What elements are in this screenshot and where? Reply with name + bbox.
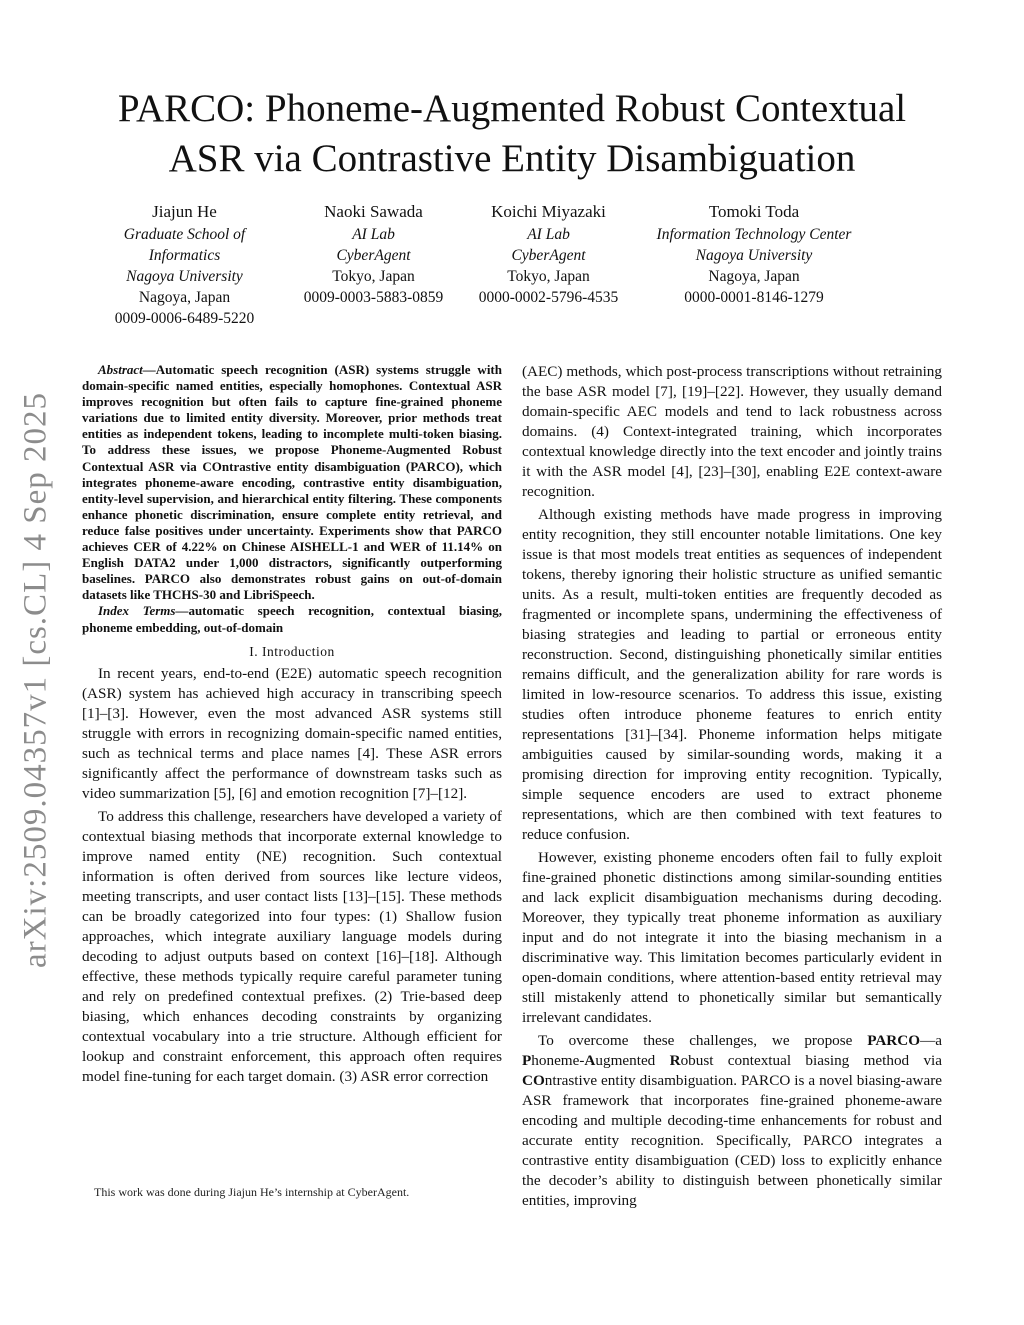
abstract-text: Automatic speech recognition (ASR) systems struggle with domain-specific named entities, especially homophones. Contextual ASR improves recognition but often fails to capture fine-grained phoneme variations due to limited entity diversity. Moreover, prior methods treat entities as independent tokens, leading to incomplete multi-token biasing. To address these issues, we propose Phoneme-Augmented Robust Contextual ASR via COntrastive entity disambiguation (PARCO), which integrates phoneme-aware encoding, contrastive entity disambiguation, entity-level supervision, and hierarchical entity filtering. These components enhance phonetic discrimination, ensure complete entity retrieval, and reduce false positives under uncertainty. Experiments show that PARCO achieves CER of 4.22% on Chinese AISHELL-1 and WER of 11.14% on English DATA2 under 1,000 distractors, significantly outperforming baselines. PARCO also demonstrates robust gains on out-of-domain datasets like THCHS-30 and LibriSpeech.	[82, 362, 502, 603]
index-terms-text: automatic speech recognition, contextual biasing, phoneme embedding, out-of-domain	[82, 603, 503, 635]
author-4	[639, 200, 869, 329]
author-org: CyberAgent	[511, 247, 586, 264]
right-paragraph-3: However, existing phoneme encoders often fail to fully exploit fine-grained phonetic distinctions among similar-sounding entities and lack explicit disambiguation mechanisms during decoding. Moreover, they typically treat phoneme information as auxiliary input and do not integrate it into the biasing mechanism in a discriminative way. This limitation becomes particularly evident in open-domain conditions, where attention-based entity retrieval may still mistakenly attend to phonetically similar but semantically irrelevant candidates.	[522, 849, 942, 1026]
author-orcid: 0009-0006-6489-5220	[114, 310, 255, 327]
section-heading-introduction: I. Introduction	[249, 643, 335, 659]
right-column	[522, 362, 942, 1211]
p4-text-c: —a	[920, 1032, 942, 1049]
acronym-a: A	[584, 1052, 596, 1069]
p4-text-d2: honeme-	[531, 1052, 585, 1069]
author-3	[466, 200, 631, 329]
author-dept: AI Lab	[352, 226, 395, 243]
p4-text-d6: obust contextual biasing method via	[680, 1052, 943, 1069]
parco-name: PARCO	[867, 1032, 921, 1049]
author-dept: Information Technology Center	[656, 226, 852, 243]
author-name: Tomoki Toda	[708, 202, 800, 221]
author-dept: Graduate School of Informatics	[123, 226, 246, 264]
title-line-1: PARCO: Phoneme-Augmented Robust Contextual	[117, 87, 907, 130]
author-dept: AI Lab	[527, 226, 570, 243]
footnote: This work was done during Jiajun He’s internship at CyberAgent.	[94, 1185, 410, 1199]
p4-text-d8: ntrastive entity disambiguation. PARCO is a novel biasing-aware ASR framework that incorporates fine-grained phoneme-aware encoding and multiple decoding-time enhancements for robust and accurate entity recognition. Specifically, PARCO integrates a contrastive entity disambiguation (CED) loss to explicitly enhance the decoder’s ability to distinguish between phonetically similar entities, improving	[522, 1072, 942, 1209]
right-paragraph-2: Although existing methods have made progress in improving entity recognition, they still encounter notable limitations. One key issue is that most models treat entities as sequences of independent tokens, thereby ignoring their holistic structure as unified semantic units. As a result, multi-token entities are frequently decoded as fragmented or incomplete spans, undermining the effectiveness of biasing strategies and leading to partial or erroneous entity reconstruction. Second, distinguishing phonetically similar entities remains difficult, and the generalization ability for rare words is limited in low-resource scenarios. To address this issue, existing studies often introduce phoneme features to enrich entity representations [31]–[34]. Phoneme information helps mitigate ambiguities caused by similar-sounding words, making it a promising direction for improving entity recognition. Typically, simple sequence encoders are used to extract phoneme representations, which are then combined with text features to reduce confusion.	[522, 506, 942, 843]
author-1	[102, 200, 267, 329]
intro-paragraph-2: To address this challenge, researchers have developed a variety of contextual biasing methods that incorporate external knowledge to improve named entity (NE) recognition. Such contextual information is often derived from sources like lecture videos, meeting transcripts, and user contact lists [13]–[15]. These methods can be broadly categorized into four types: (1) Shallow fusion approaches, which integrate auxiliary language models during decoding to adjust outputs based on context [16]–[18]. Although effective, these methods typically require careful parameter tuning and rely on predefined contextual prefixes. (2) Trie-based deep biasing, which enhances decoding constraints by organizing contextual vocabulary into a trie structure. Although efficient for lookup and constraint enforcement, this approach often requires model fine-tuning for each target domain. (3) ASR error correction	[82, 807, 502, 1085]
abstract	[82, 362, 502, 603]
intro-paragraph-1: In recent years, end-to-end (E2E) automatic speech recognition (ASR) system has achieved high accuracy in transcribing speech [1]–[3]. However, even the most advanced ASR systems still struggle with errors in recognizing domain-specific named entities, such as technical terms and place names [4]. These ASR errors significantly affect the performance of downstream tasks such as video summarization [5], [6] and emotion recognition [7]–[12].	[82, 664, 502, 802]
author-name: Naoki Sawada	[324, 202, 423, 221]
author-org: Nagoya University	[126, 268, 243, 285]
author-org: CyberAgent	[336, 247, 411, 264]
author-city: Nagoya, Japan	[138, 289, 231, 306]
author-orcid: 0000-0001-8146-1279	[684, 289, 824, 306]
p4-text-d4: ugmented	[595, 1052, 670, 1069]
p4-text-a: To overcome these challenges, we propose	[538, 1032, 868, 1049]
arxiv-identifier-text: arXiv:2509.04357v1 [cs.CL] 4 Sep 2025	[17, 392, 54, 968]
paper-title	[80, 84, 944, 184]
acronym-p: P	[522, 1052, 532, 1069]
author-org: Nagoya University	[695, 247, 813, 264]
right-paragraph-1: (AEC) methods, which post-process transcriptions without retraining the base ASR model [7], [19]–[22]. However, they usually demand domain-specific AEC models and tend to lack robustness across domains. (4) Context-integrated training, which incorporates contextual knowledge directly into the text encoder and jointly trains it with the ASR model [4], [23]–[30], enabling E2E context-aware recognition.	[522, 363, 942, 500]
abstract-label: Abstract—	[98, 362, 156, 377]
right-paragraph-4	[522, 1031, 942, 1211]
title-line-2: ASR via Contrastive Entity Disambiguation	[168, 137, 856, 180]
acronym-r: R	[669, 1052, 681, 1069]
author-block	[88, 200, 938, 329]
author-city: Tokyo, Japan	[332, 268, 415, 285]
index-terms-label: Index Terms—	[98, 603, 189, 619]
left-column	[82, 362, 502, 1087]
author-city: Tokyo, Japan	[507, 268, 590, 285]
index-terms	[82, 603, 502, 635]
arxiv-identifier	[12, 380, 60, 980]
author-2	[291, 200, 456, 329]
author-name: Koichi Miyazaki	[491, 202, 606, 221]
author-orcid: 0009-0003-5883-0859	[303, 289, 444, 306]
acronym-co: CO	[522, 1072, 545, 1089]
author-name: Jiajun He	[152, 202, 217, 221]
author-city: Nagoya, Japan	[708, 268, 800, 285]
author-orcid: 0000-0002-5796-4535	[478, 289, 619, 306]
